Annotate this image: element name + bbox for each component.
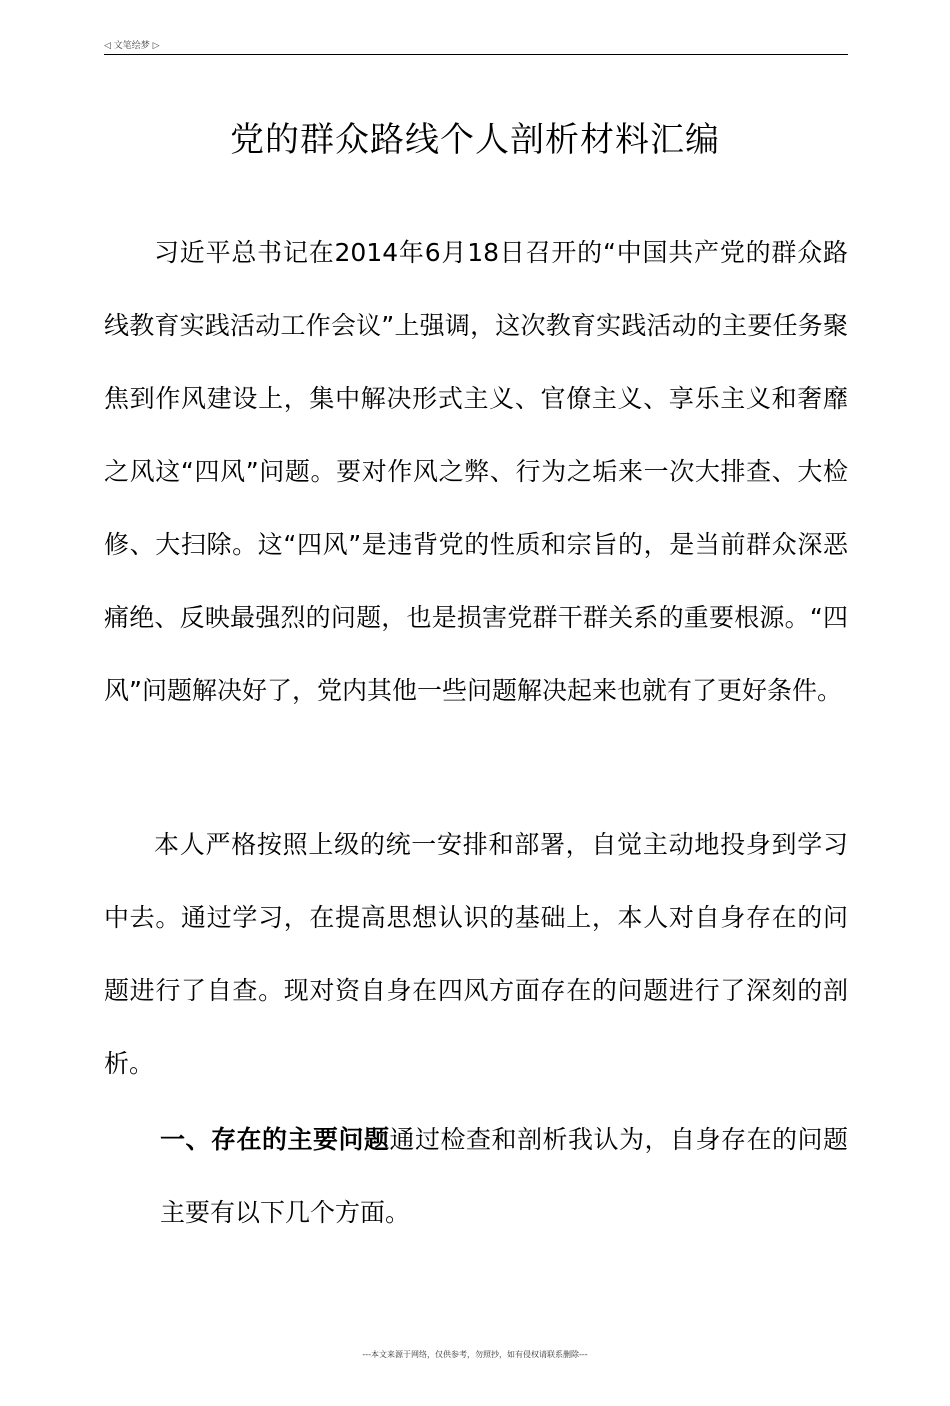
section-1-text: 通过检查和剖析我认为，自身存在的问题主要有以下几个方面。 xyxy=(160,1125,848,1227)
header-logo-mark: ◁ 文笔绘梦 ▷ xyxy=(104,41,160,51)
body-paragraph-1: 习近平总书记在2014年6月18日召开的“中国共产党的群众路线教育实践活动工作会议”上强调，这次教育实践活动的主要任务聚焦到作风建设上，集中解决形式主义、官僚主义、享乐主义和奢靡之风这“四风”问题。要对作风之弊、行为之垢来一次大排查、大检修、大扫除。这“四风”是违背党的性质和宗旨的，是当前群众深恶痛绝、反映最强烈的问题，也是损害党群干群关系的重要根源。“四风”问题解决好了，党内其他一些问题解决起来也就有了更好条件。 xyxy=(104,238,848,705)
section-1-heading: 一、存在的主要问题 xyxy=(160,1125,390,1154)
page-footer-disclaimer: ---本文来源于网络，仅供参考，勿照抄，如有侵权请联系删除--- xyxy=(362,1350,588,1359)
body-paragraph-2: 本人严格按照上级的统一安排和部署，自觉主动地投身到学习中去。通过学习，在提高思想认识的基础上，本人对自身存在的问题进行了自查。现对资自身在四风方面存在的问题进行了深刻的剖析。 xyxy=(104,830,848,1078)
page-header xyxy=(104,40,848,55)
section-1-paragraph xyxy=(160,1103,848,1249)
document-title: 党的群众路线个人剖析材料汇编 xyxy=(230,120,720,160)
